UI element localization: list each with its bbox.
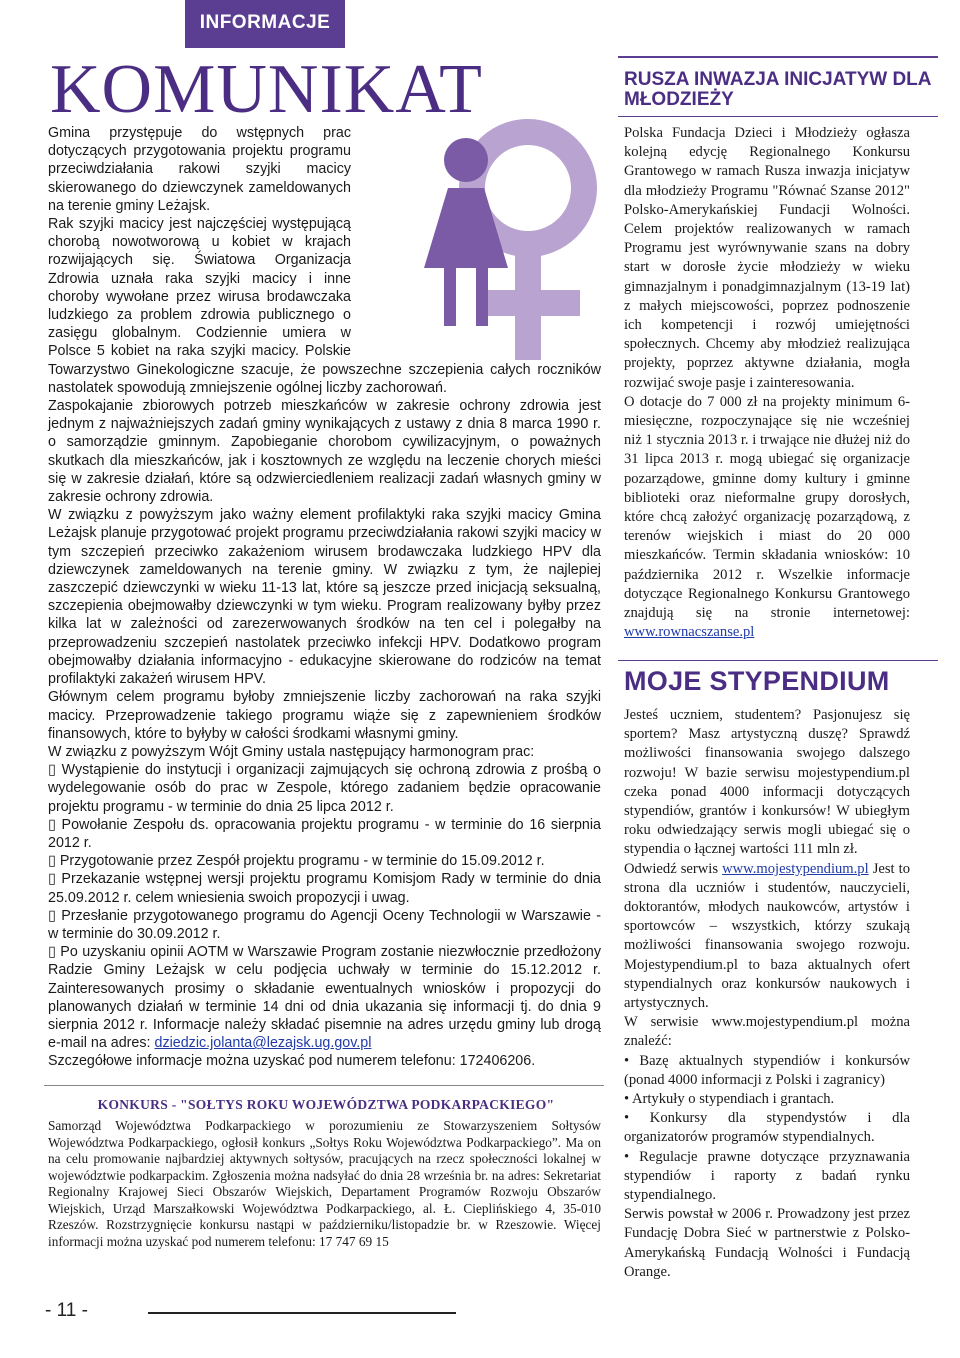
komunikat-body [48, 124, 601, 1071]
stypendium-paragraph [624, 860, 910, 1014]
stypendium-bullet: • Artykuły o stypendiach i grantach. [624, 1091, 835, 1108]
harmonogram-item-text: ▯ Po uzyskaniu opinii AOTM w Warszawie Program zostanie niezwłocznie przedłożony Radzie Gminy Leżajsk w celu podjęcia uchwały w terminie do 15.12.2012 r. Zainteresowanych prosimy o składanie ewentualnych wniosków i propozycji do planowanych działań w terminie 14 dni od dnia ukazania się informacji tj. do dnia 9 sierpnia 2012 r. Informacje należy składać pisemnie na adres urzędu gminy lub drogą e-mail na adres: [48, 944, 601, 1052]
harmonogram-item: ▯ Przekazanie wstępnej wersji projektu programu Komisjom Rady w terminie do dnia 25.09.2012 r. celem wniesienia swoich propozycji i uwag. [48, 871, 601, 906]
inicjatyw-body [624, 124, 910, 642]
stypendium-bullet: • Regulacje prawne dotyczące przyznawania stypendiów i raporty z badań rynku stypendialnego. [624, 1148, 910, 1204]
harmonogram-item: ▯ Przesłanie przygotowanego programu do Agencji Oceny Technologii w Warszawie - w terminie do 30.09.2012 r. [48, 907, 601, 942]
stypendium-paragraph: W serwisie www.mojestypendium.pl można znaleźć: [624, 1014, 910, 1050]
rownacszanse-link[interactable]: www.rownacszanse.pl [624, 624, 755, 641]
komunikat-paragraph: Zaspokajanie zbiorowych potrzeb mieszkańców w zakresie ochrony zdrowia jest jednym z najważniejszych zadań gminy wynikających z ustawy z dnia 8 marca 1990 r. o samorządzie gminnym. Zapobieganie chorobom cywilizacyjnym, o poważnych skutkach dla mieszkańców, jak i kosztownych ze względu na leczenie chorych mieści się w zakresie działań, które są odzwierciedleniem realizacji zadań własnych gminy w zakresie ochrony zdrowia. [48, 398, 601, 506]
komunikat-paragraph: Rak szyjki macicy jest najczęściej występującą chorobą nowotworową u kobiet w krajach rozwijających się. Światowa Organizacja Zdrowia uznała raka szyjki macicy i inne choroby wywołane przez wirusa brodawczaka ludzkiego za problem zdrowia publicznego o zasięgu globalnym. Codziennie umiera w Polsce 5 kobiet na raka szyjki macicy. Polskie Towarzystwo Ginekologiczne szacuje, że powszechne szczepienia całych roczników nastolatek spowodują zmniejszenie ogólnej liczby zachorowań. [48, 216, 601, 396]
section-tab-label: INFORMACJE [199, 12, 331, 33]
harmonogram-item: ▯ Powołanie Zespołu ds. opracowania projektu programu - w terminie do 16 sierpnia 2012 r. [48, 816, 601, 851]
komunikat-paragraph: Gmina przystępuje do wstępnych prac dotyczących przygotowania projektu programu przeciwdziałania rakowi szyjki macicy skierowanego do dziewczynek zameldowanych na terenie gminy Leżajsk. [48, 125, 351, 214]
harmonogram-item [48, 943, 601, 1052]
komunikat-paragraph: W związku z powyższym jako ważny element profilaktyki raka szyjki macicy Gmina Leżajsk planuje przygotować projekt programu przeciwdziałania rakowi szyjki macicy w tym szczepień przeciwko zakażeniom wirusem brodawczaka ludzkiego HPV dla dziewczynek zameldowanych na terenie gminy. W związku z tym, że najlepiej zaszczepić dziewczynki w wieku 11-13 lat, które są jeszcze przed inicjacją seksualną, szczepienia obejmowałby dziewczynki w tym wieku. Program realizowany byłby przez kilka lat w zależności od zarezerwowanych środków na ten cel i polegałby na przeprowadzeniu szczepień nastolatek przeciwko infekcji HPV. Dodatkowo program obejmowałby działania informacyjno - edukacyjne skierowane do rodziców na temat profilaktyki zakażeń wirusem HPV. [48, 507, 601, 688]
harmonogram-item: ▯ Przygotowanie przez Zespół projektu programu - w terminie do 15.09.2012 r. [48, 853, 545, 870]
section-divider [44, 1085, 604, 1086]
stypendium-title: MOJE STYPENDIUM [624, 666, 890, 696]
email-link[interactable]: dziedzic.jolanta@lezajsk.ug.gov.pl [154, 1035, 372, 1052]
komunikat-title: KOMUNIKAT [50, 51, 483, 128]
komunikat-closing: Szczegółowe informacje można uzyskać pod numerem telefonu: 172406206. [48, 1053, 536, 1070]
harmonogram-item: ▯ Wystąpienie do instytucji i organizacji zajmujących się ochroną zdrowia z prośbą o wydelegowanie osób do prac w Zespole, którego zadaniem będzie opracowanie projektu programu - w terminie do dnia 25 lipca 2012 r. [48, 762, 601, 815]
inicjatyw-paragraph-text: O dotacje do 7 000 zł na projekty minimum 6-miesięczne, rozpoczynające się nie wcześniej niż 1 stycznia 2013 r. i trwające nie dłużej niż do 31 lipca 2013 r. mogą ubiegać się organizacje pozarządowe, gminne domy kultury i gminne biblioteki oraz nieformalne grupy dorosłych, które chcą założyć organizację pozarządową, z terenów wiejskich i miast do 20 000 mieszkańców. Termin składania wniosków: 10 października 2012 r. Wszelkie informacje dotyczące Regionalnego Konkursu Grantowego znajdują się na stronie internetowej: [624, 393, 910, 622]
section-tab [185, 0, 345, 48]
stypendium-paragraph: Serwis powstał w 2006 r. Prowadzony jest przez Fundację Dobra Sieć w partnerstwie z Polsko-Amerykańską Fundacją Wolności i Fundacją Orange. [624, 1206, 910, 1280]
stypendium-visit-text: Odwiedź serwis [624, 860, 719, 877]
stypendium-bullet: • Bazę aktualnych stypendiów i konkursów (ponad 4000 informacji z Polski i zagranicy) [624, 1052, 910, 1088]
inicjatyw-paragraph: Polska Fundacja Dzieci i Młodzieży ogłasza kolejną edycję Regionalnego Konkursu Grantowego w ramach Rusza inwazja inicjatyw dla młodzieży Programu "Równać Szanse 2012" Polsko-Amerykańskiej Fundacji Wolności. Celem projektów realizowanych w ramach Programu jest wyrównywanie szans na dobry start w dorosłe życie młodzieży w wieku gimnazjalnym i ponadgimnazjalnym (13-19 lat) z małych miejscowości, poprzez podnoszenie ich kompetencji i rozwój umiejętności społecznych. Chcemy aby młodzież realizująca projekty, poprzez aktywne działania, mogła rozwijać swoje pasje i zainteresowania. [624, 125, 910, 391]
stypendium-body [624, 706, 910, 1282]
stypendium-bullet: • Konkursy dla stypendystów i dla organizatorów programów stypendialnych. [624, 1110, 910, 1146]
komunikat-paragraph: Głównym celem programu byłoby zmniejszenie liczby zachorowań na raka szyjki macicy. Przeprowadzenie takiego programu wiąże się z zapewnieniem środków finansowych, które to byłyby w całości środkami własnymi gminy. [48, 689, 601, 742]
inicjatyw-title: RUSZA INWAZJA INICJATYW DLA MŁODZIEŻY [624, 69, 931, 110]
footer-line [148, 1312, 456, 1314]
page-number: - 11 - [45, 1300, 88, 1321]
right-top-rule [618, 56, 938, 58]
komunikat-paragraph: W związku z powyższym Wójt Gminy ustala następujący harmonogram prac: [48, 743, 535, 760]
konkurs-title: KONKURS - "SOŁTYS ROKU WOJEWÓDZTWA PODKARPACKIEGO" [97, 1097, 555, 1112]
konkurs-text: Samorząd Województwa Podkarpackiego w porozumieniu ze Stowarzyszeniem Sołtysów Województwa Podkarpackiego, ogłosił konkurs „Sołtys Roku Województwa Podkarpackiego”. Ma on na celu promowanie najbardziej aktywnych sołtysów, pracujących na rzecz społeczności lokalnej w województwie podkarpackim. Zgłoszenia można nadsyłać do dnia 28 września br. na adres: Sekretariat Regionalny Krajowej Sieci Obszarów Wiejskich, Departament Programów Rozwoju Obszarów Wiejskich, Urząd Marszałkowski Województwa Podkarpackiego, al. Ł. Cieplińskiego 4, 35-010 Rzeszów. Rozstrzygnięcie konkursu nastąpi w październiku/listopadzie br. w Rzeszowie. Więcej informacji można uzyskać pod numerem telefonu: 17 747 69 15 [48, 1118, 601, 1249]
right-header-rule [618, 116, 938, 117]
mojestypendium-link[interactable]: www.mojestypendium.pl [722, 860, 869, 877]
stypendium-rule [618, 660, 938, 661]
stypendium-visit-rest: Jest to strona dla uczniów i studentów, nauczycieli, doktorantów, młodych naukowców, artystów i sportowców – wszystkich, którzy szukają możliwości finansowania swojego rozwoju. Mojestypendium.pl to baza aktualnych ofert stypendialnych oraz konkursów naukowych i artystycznych. [624, 860, 910, 1012]
stypendium-paragraph: Jesteś uczniem, studentem? Pasjonujesz się sportem? Masz artystyczną duszę? Sprawdź możliwości finansowania swojego dalszego rozwoju! W bazie serwisu mojestypendium.pl czeka ponad 4000 informacji dotyczących stypendiów, grantów i konkursów! W ubiegłym roku odwiedzający serwis mogli ubiegać się o stypendia o łącznej wartości 111 mln zł. [624, 707, 910, 858]
inicjatyw-paragraph [624, 393, 910, 643]
